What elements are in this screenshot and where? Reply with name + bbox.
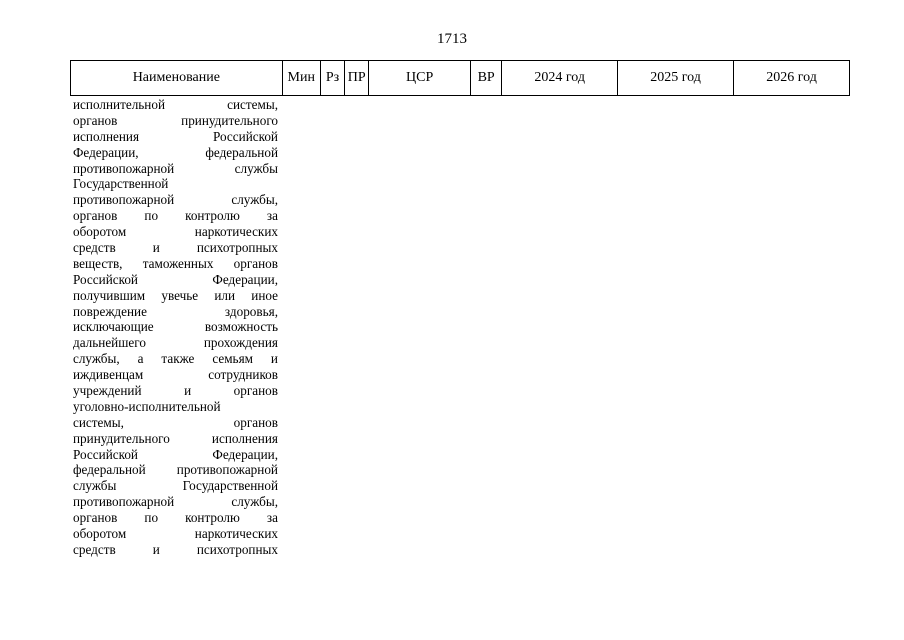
name-line: средств и психотропных [73,541,278,557]
name-line: веществ, таможенных органов [73,255,278,271]
name-line: принудительного исполнения [73,430,278,446]
name-line: федеральной противопожарной [73,462,278,478]
column-header-vr: ВР [471,61,502,96]
name-line: исполнительной системы, [73,97,278,112]
column-header-2025: 2025 год [618,61,734,96]
name-cell-text [73,97,278,558]
name-line: Государственной [73,176,169,192]
name-line: Федерации, федеральной [73,144,278,160]
column-header-2024: 2024 год [502,61,618,96]
name-line: дальнейшего прохождения [73,335,278,351]
name-line: исполнения Российской [73,128,278,144]
column-header-pr: ПР [345,61,369,96]
name-line: противопожарной службы, [73,192,278,208]
name-line: повреждение здоровья, [73,303,278,319]
name-line: учреждений и органов [73,383,278,399]
column-header-name: Наименование [71,61,283,96]
column-header-csr: ЦСР [369,61,471,96]
name-line: средств и психотропных [73,240,278,256]
name-line: органов по контролю за [73,510,278,526]
name-line: Российской Федерации, [73,446,278,462]
name-line: оборотом наркотических [73,526,278,542]
name-line: исключающие возможность [73,319,278,335]
budget-table-header [70,60,850,96]
name-line: органов принудительного [73,112,278,128]
name-line: оборотом наркотических [73,224,278,240]
page-number: 1713 [437,31,467,47]
name-line: противопожарной службы, [73,494,278,510]
name-line: системы, органов [73,414,278,430]
column-header-2026: 2026 год [734,61,850,96]
name-line: службы, а также семьям и [73,351,278,367]
column-header-rz: Рз [320,61,344,96]
name-line: Российской Федерации, [73,271,278,287]
column-header-min: Мин [282,61,320,96]
name-line: иждивенцам сотрудников [73,367,278,383]
name-line: противопожарной службы [73,160,278,176]
name-line: получившим увечье или иное [73,287,278,303]
name-line: уголовно-исполнительной [73,398,221,414]
header-row [71,61,850,96]
name-line: службы Государственной [73,478,278,494]
name-line: органов по контролю за [73,208,278,224]
